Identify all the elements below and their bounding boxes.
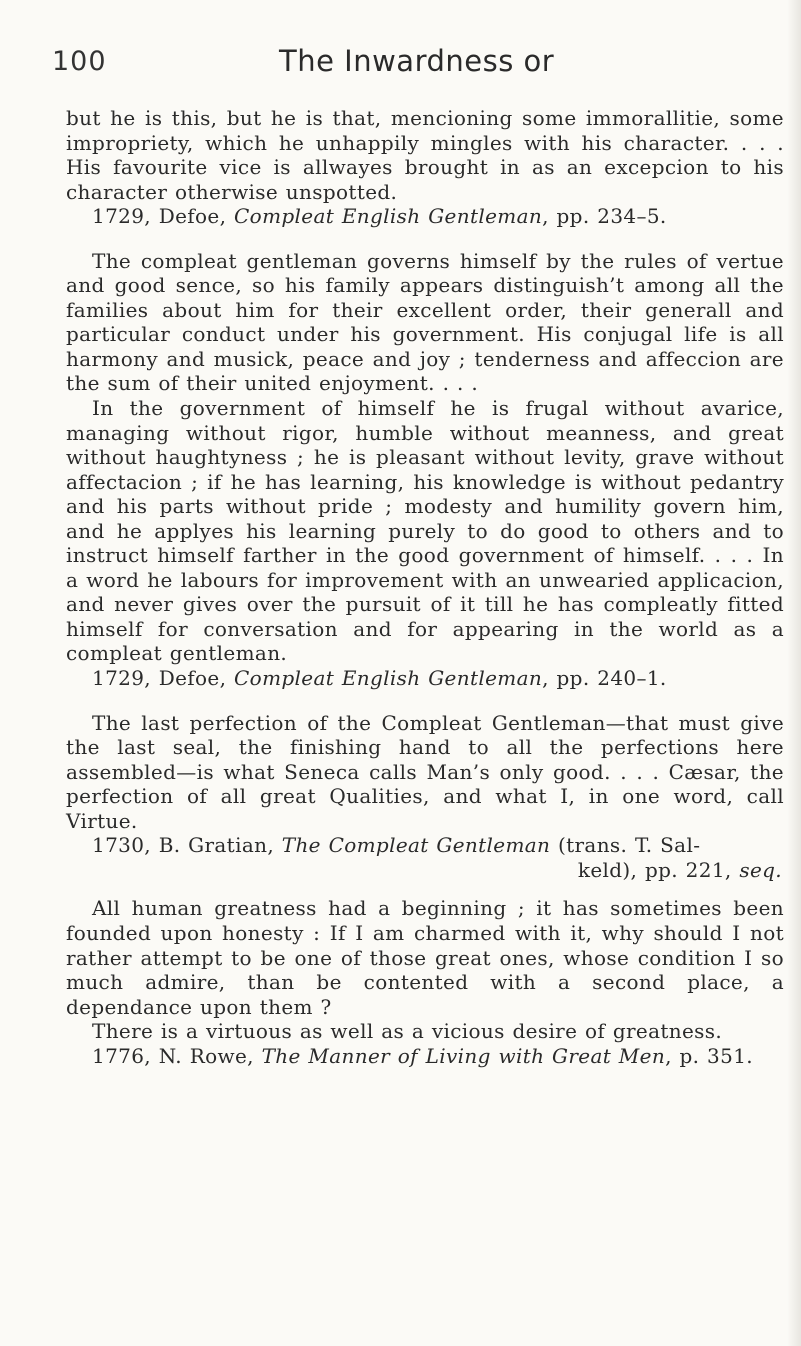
citation-date-author: 1730, B. Gratian, [92, 833, 282, 858]
citation-pages: , pp. 234–5. [542, 204, 667, 229]
citation-pages: , pp. 240–1. [542, 666, 667, 691]
citation-translator: (trans. T. Sal- [550, 833, 701, 858]
citation-title: The Compleat Gentleman [281, 833, 551, 858]
citation [66, 1044, 784, 1069]
citation [66, 204, 784, 229]
page-edge-shadow [787, 0, 801, 1346]
citation-pages: keld), pp. 221, [577, 857, 740, 882]
citation-date-author: 1729, Defoe, [92, 204, 235, 229]
page-body [66, 106, 784, 1068]
citation-title: Compleat English Gentleman [234, 666, 543, 691]
quotation-text-continued: There is a virtuous as well as a vicious desire of greatness. [92, 1019, 723, 1044]
quotation-text: The compleat gentleman governs himself by the rules of vertue and good sence, so his family appears distinguish’t among all the families about him for their excellent order, their generall and particular conduct under his government. His conjugal life is all harmony and musick, peace and joy ; tenderness and affeccion are the sum of their united enjoyment. . . . [66, 248, 784, 396]
citation-date-author: 1729, Defoe, [92, 666, 235, 691]
page-number: 100 [52, 46, 107, 77]
citation [66, 666, 784, 691]
quotation-text-continued: In the government of himself he is frugal without avarice, managing without rigor, humble without meanness, and great without haughtyness ; he is pleasant without levity, grave without affectacion ; if he has learning, his knowledge is without pedantry and his parts without pride ; modesty and humility govern him, and he applyes his learning purely to do good to others and to instruct himself farther in the good government of himself. . . . In a word he labours for improvement with an unwearied applicacion, and never gives over the pursuit of it till he has compleatly fitted himself for conversation and for appearing in the world as a compleat gentleman. [66, 396, 784, 666]
quotation-text: but he is this, but he is that, mencioning some immorallitie, some impropriety, which he unhappily mingles with his character. . . . His favourite vice is allwayes brought in as an excepcion to his character otherwise unspotted. [66, 106, 784, 204]
citation-pages: , p. 351. [665, 1043, 753, 1068]
quotation-text: All human greatness had a beginning ; it has sometimes been founded upon honesty : If I am charmed with it, why should I not rather attempt to be one of those great ones, whose condition I so much admire, than be contented with a second place, a dependance upon them ? [66, 896, 784, 1019]
quotation-text: The last perfection of the Compleat Gentleman—that must give the last seal, the finishing hand to all the perfections here assembled—is what Seneca calls Man’s only good. . . . Cæsar, the perfection of all great Qualities, and what I, in one word, call Virtue. [66, 710, 784, 833]
citation-title: Compleat English Gentleman [234, 204, 543, 229]
citation-seq: seq. [739, 857, 782, 882]
citation-continued [92, 858, 784, 883]
running-head: The Inwardness or [279, 44, 555, 78]
citation [66, 833, 784, 882]
section-gap [66, 882, 784, 896]
citation-title: The Manner of Living with Great Men [261, 1043, 666, 1068]
citation-date-author: 1776, N. Rowe, [92, 1043, 262, 1068]
page-header [52, 46, 752, 86]
